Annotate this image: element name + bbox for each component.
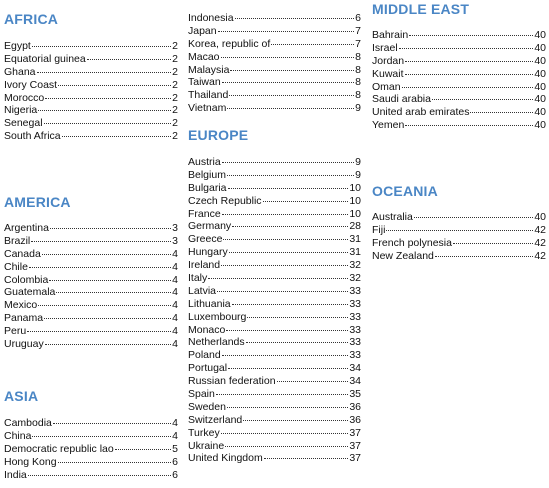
dot-leader [386,230,533,231]
dot-leader [222,214,349,215]
country-name: Ireland [188,259,221,272]
dot-leader [222,82,354,83]
dot-leader [58,85,171,86]
index-entry [188,324,361,337]
country-name: Greece [188,233,223,246]
index-entry [4,274,178,287]
country-name: Kuwait [372,67,404,80]
dot-leader [32,46,171,47]
index-entry [188,388,361,401]
dot-leader [45,344,171,345]
dot-leader [50,228,171,229]
country-name: Vietnam [188,102,227,115]
country-list-asia-continued [188,12,361,115]
index-entry [372,119,546,132]
dot-leader [409,35,533,36]
dot-leader [44,123,172,124]
index-entry [4,92,178,105]
country-name: South Africa [4,130,61,143]
page-number: 4 [172,247,178,260]
index-entry [372,106,546,119]
page-number: 6 [172,455,178,468]
country-name: Morocco [4,91,45,104]
dot-leader [230,70,354,71]
index-entry [4,417,178,430]
country-name: Czech Republic [188,194,262,207]
index-entry [188,195,361,208]
index-entry [372,55,546,68]
dot-leader [27,331,171,332]
page-number: 6 [355,12,361,24]
dot-leader [228,368,348,369]
dot-leader [229,252,349,253]
index-entry [188,208,361,221]
page-number: 9 [355,156,361,168]
country-name: Bahrain [372,29,409,41]
country-name: Ukraine [188,439,225,452]
page-number: 4 [172,286,178,299]
country-name: Taiwan [188,76,221,89]
index-entry [188,169,361,182]
page-number: 2 [172,130,178,143]
index-entry [372,42,546,55]
index-entry [4,456,178,469]
country-list-oceania [372,211,546,263]
country-name: Ivory Coast [4,78,58,91]
country-name: Malaysia [188,63,230,76]
dot-leader [87,59,171,60]
dot-leader [29,267,171,268]
dot-leader [263,201,349,202]
page-number: 4 [172,260,178,273]
country-name: Hungary [188,246,228,259]
page-number: 2 [172,40,178,52]
country-name: Ghana [4,65,36,78]
page-number: 33 [349,284,361,297]
index-entry [188,375,361,388]
index-entry [188,401,361,414]
dot-leader [399,48,534,49]
country-name: Canada [4,247,41,260]
page-number: 40 [534,211,546,223]
dot-leader [405,74,534,75]
page-number: 4 [172,338,178,351]
page-number: 36 [349,413,361,426]
page-number: 4 [172,312,178,325]
dot-leader [271,44,354,45]
page-number: 33 [349,297,361,310]
page-number: 42 [534,249,546,262]
country-name: Oman [372,80,401,93]
country-name: India [4,468,27,481]
page-number: 7 [355,37,361,50]
country-name: Yemen [372,119,405,132]
country-name: New Zealand [372,249,434,262]
dot-leader [235,18,355,19]
dot-leader [405,61,533,62]
dot-leader [225,446,348,447]
page-number: 33 [349,323,361,336]
dot-leader [32,436,171,437]
index-entry [188,76,361,89]
dot-leader [432,99,533,100]
dot-leader [45,98,171,99]
page-number: 2 [172,104,178,117]
page-number: 2 [172,65,178,78]
dot-leader [229,95,354,96]
dot-leader [247,317,348,318]
page-number: 10 [349,207,361,220]
dot-leader [221,265,348,266]
page-number: 8 [355,50,361,63]
index-entry [4,222,178,235]
country-name: Luxembourg [188,310,247,323]
index-entry [188,298,361,311]
index-entry [4,117,178,130]
index-entry [372,93,546,106]
page-number: 4 [172,417,178,429]
country-name: Uruguay [4,338,44,351]
country-name: Japan [188,24,217,37]
country-name: Peru [4,325,27,338]
country-name: Thailand [188,89,229,102]
page-number: 2 [172,117,178,130]
country-name: Russian federation [188,375,276,388]
country-name: Chile [4,260,28,273]
index-entry [188,233,361,246]
page-number: 31 [349,246,361,259]
page-number: 36 [349,400,361,413]
page-number: 10 [349,194,361,207]
country-name: Turkey [188,426,220,439]
country-name: Macao [188,50,220,63]
dot-leader [227,175,354,176]
page-number: 6 [172,468,178,481]
page-number: 9 [355,102,361,115]
country-name: Korea, republic of [188,37,271,50]
dot-leader [223,239,348,240]
country-name: Hong Kong [4,455,57,468]
region-heading-america: AMERICA [4,194,71,210]
page-number: 33 [349,310,361,323]
dot-leader [227,108,354,109]
dot-leader [42,254,171,255]
page-number: 40 [534,29,546,41]
index-entry [188,362,361,375]
page-number: 40 [534,119,546,132]
index-entry [4,261,178,274]
country-name: Sweden [188,400,226,413]
page-number: 2 [172,78,178,91]
page-number: 33 [349,336,361,349]
page-number: 42 [534,236,546,249]
dot-leader [402,87,534,88]
dot-leader [453,243,533,244]
page-number: 37 [349,452,361,465]
region-heading-africa: AFRICA [4,11,59,27]
country-name: Equatorial guinea [4,52,86,65]
dot-leader [115,449,171,450]
country-name: Portugal [188,362,228,375]
region-heading-oceania: OCEANIA [372,183,438,199]
country-list-africa [4,40,178,143]
index-entry [188,272,361,285]
page-number: 8 [355,89,361,102]
dot-leader [208,278,348,279]
dot-leader [217,291,348,292]
index-entry [188,414,361,427]
index-entry [372,237,546,250]
page-number: 10 [349,181,361,194]
country-name: Monaco [188,323,226,336]
page-number: 35 [349,388,361,401]
dot-leader [243,420,348,421]
index-entry [188,336,361,349]
index-entry [188,259,361,272]
page-number: 8 [355,76,361,89]
country-name: Saudi arabia [372,93,431,106]
index-entry [372,250,546,263]
index-entry [188,440,361,453]
index-entry [372,211,546,224]
country-name: Indonesia [188,12,234,24]
country-name: Colombia [4,273,49,286]
index-entry [4,53,178,66]
index-entry [4,66,178,79]
page-number: 2 [172,52,178,65]
dot-leader [221,57,355,58]
page-number: 4 [172,325,178,338]
page-number: 40 [534,54,546,67]
index-entry [4,469,178,482]
dot-leader [227,407,348,408]
country-name: Jordan [372,54,405,67]
index-entry [188,452,361,465]
index-entry [4,286,178,299]
index-entry [4,40,178,53]
index-entry [188,349,361,362]
page-number: 31 [349,233,361,246]
country-name: Italy [188,272,208,285]
country-list-europe [188,156,361,465]
page-number: 7 [355,24,361,37]
page-number: 4 [172,429,178,442]
index-entry [188,89,361,102]
page-number: 3 [172,234,178,247]
page-number: 8 [355,63,361,76]
country-name: Guatemala [4,286,56,299]
country-list-middle-east [372,29,546,132]
index-entry [4,79,178,92]
page-number: 40 [534,41,546,54]
index-entry [4,130,178,143]
page-number: 32 [349,259,361,272]
country-name: France [188,207,221,220]
region-heading-asia: ASIA [4,388,39,404]
country-name: Poland [188,349,221,362]
country-name: Nigeria [4,104,38,117]
dot-leader [62,136,172,137]
page-number: 40 [534,67,546,80]
index-entry [188,102,361,115]
index-entry [4,338,178,351]
page-number: 28 [349,220,361,233]
region-heading-europe: EUROPE [188,127,249,143]
country-name: Latvia [188,284,217,297]
country-name: Egypt [4,40,31,52]
dot-leader [49,280,171,281]
index-entry [188,51,361,64]
dot-leader [222,355,349,356]
dot-leader [53,423,171,424]
index-entry [188,246,361,259]
dot-leader [58,462,172,463]
index-entry [4,325,178,338]
dot-leader [38,110,171,111]
dot-leader [221,433,349,434]
index-entry [4,312,178,325]
dot-leader [31,241,171,242]
page-number: 4 [172,273,178,286]
index-entry [4,248,178,261]
index-entry [188,156,361,169]
country-name: French polynesia [372,236,452,249]
page-number: 42 [534,223,546,236]
country-name: Bulgaria [188,181,227,194]
dot-leader [44,318,171,319]
dot-leader [470,112,533,113]
country-name: Lithuania [188,297,231,310]
index-entry [188,220,361,233]
country-name: Germany [188,220,232,233]
dot-leader [28,475,171,476]
dot-leader [228,188,349,189]
index-entry [188,25,361,38]
index-entry [4,104,178,117]
dot-leader [56,292,171,293]
page-number: 3 [172,222,178,234]
dot-leader [414,217,533,218]
country-name: United arab emirates [372,106,470,119]
page-number: 9 [355,168,361,181]
index-entry [372,29,546,42]
page-number: 40 [534,106,546,119]
index-entry [4,443,178,456]
page-number: 32 [349,272,361,285]
country-name: Brazil [4,234,31,247]
index-entry [4,430,178,443]
index-entry [188,311,361,324]
country-name: Democratic republic lao [4,442,114,455]
country-name: China [4,429,32,442]
country-name: Cambodia [4,417,52,429]
country-name: Belgium [188,168,226,181]
dot-leader [435,256,533,257]
page-number: 2 [172,91,178,104]
dot-leader [218,31,355,32]
country-name: Austria [188,156,221,168]
index-entry [188,285,361,298]
dot-leader [222,162,354,163]
country-name: United Kingdom [188,452,263,465]
dot-leader [38,305,171,306]
index-entry [4,299,178,312]
index-entry [4,235,178,248]
page-number: 40 [534,93,546,106]
page-number: 34 [349,375,361,388]
country-list-america [4,222,178,351]
index-entry [188,38,361,51]
page-number: 33 [349,349,361,362]
page-number: 37 [349,426,361,439]
dot-leader [226,330,348,331]
dot-leader [246,342,349,343]
page-number: 4 [172,299,178,312]
dot-leader [405,125,533,126]
dot-leader [277,381,349,382]
page-number: 34 [349,362,361,375]
country-name: Panama [4,312,44,325]
country-list-asia [4,417,178,481]
country-name: Fiji [372,223,386,236]
country-name: Australia [372,211,413,223]
index-entry [372,81,546,94]
dot-leader [216,394,348,395]
dot-leader [232,226,348,227]
index-entry [188,182,361,195]
country-name: Senegal [4,117,43,130]
index-entry [372,68,546,81]
country-name: Netherlands [188,336,245,349]
country-name: Argentina [4,222,49,234]
index-entry [188,64,361,77]
country-name: Spain [188,388,215,401]
dot-leader [232,304,349,305]
page-number: 37 [349,439,361,452]
index-entry [372,224,546,237]
region-heading-middle-east: MIDDLE EAST [372,1,470,17]
page-number: 5 [172,442,178,455]
page-number: 40 [534,80,546,93]
dot-leader [37,72,172,73]
country-name: Mexico [4,299,38,312]
index-entry [188,12,361,25]
index-entry [188,427,361,440]
country-name: Switzerland [188,413,243,426]
dot-leader [264,458,349,459]
country-name: Israel [372,41,398,54]
